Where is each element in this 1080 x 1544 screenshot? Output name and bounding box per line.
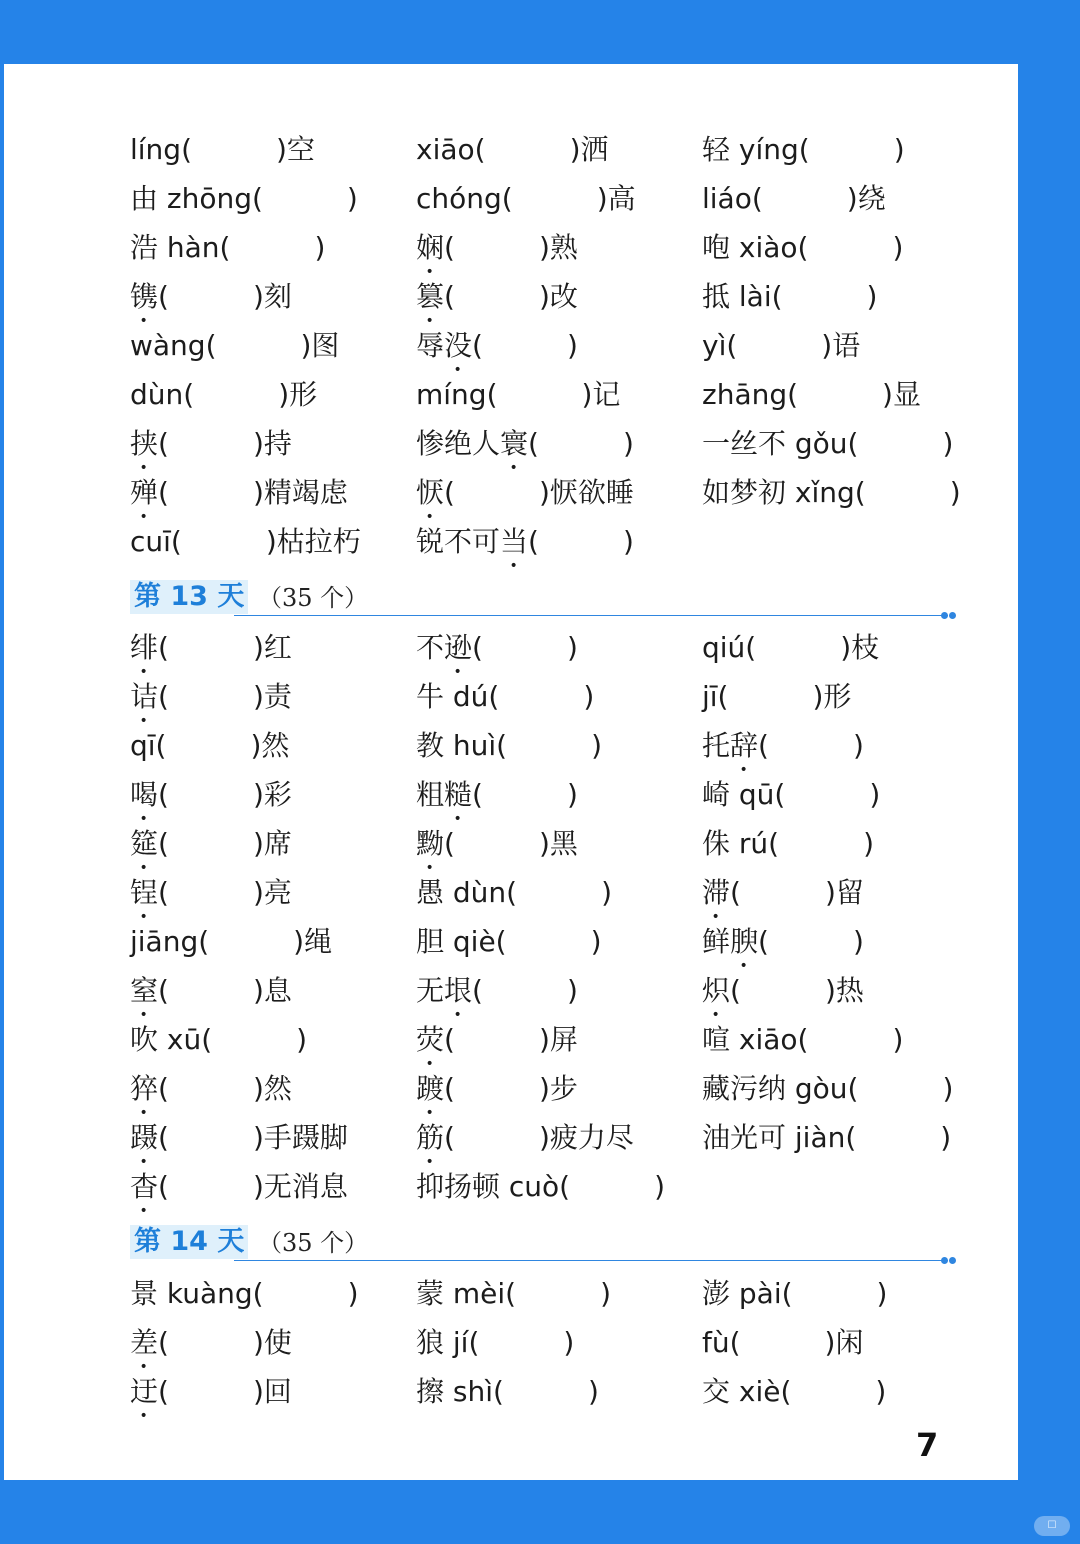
item: 蒙 mèi( )	[416, 1277, 612, 1310]
item: yì( )语	[702, 329, 861, 362]
item: 侏 rú( )	[702, 827, 875, 860]
item: líng( )空	[130, 133, 315, 166]
day-13-header	[130, 580, 956, 620]
item: 镌( )刻	[130, 280, 292, 313]
item: 狼 jí( )	[416, 1326, 575, 1359]
dot-icon	[949, 612, 956, 619]
item: qī( )然	[130, 729, 290, 762]
item: zhāng( )显	[702, 378, 921, 411]
item: 崎 qū( )	[702, 778, 881, 811]
item: 黝( )黑	[416, 827, 578, 860]
divider	[234, 1260, 948, 1261]
dot-icon	[941, 1257, 948, 1264]
item: 吹 xū( )	[130, 1023, 308, 1056]
item: 筵( )席	[130, 827, 292, 860]
item: 筋( )疲力尽	[416, 1121, 634, 1154]
item: 无垠( )	[416, 974, 578, 1007]
item: 殚( )精竭虑	[130, 476, 348, 509]
item: dùn( )形	[130, 378, 318, 411]
divider	[234, 615, 948, 616]
item: 诘( )责	[130, 680, 292, 713]
day-14-header	[130, 1225, 956, 1265]
item: jī( )形	[702, 680, 852, 713]
item: 杳( )无消息	[130, 1170, 348, 1203]
item: 差( )使	[130, 1326, 292, 1359]
item: qiú( )枝	[702, 631, 880, 664]
item: 娴( )熟	[416, 231, 578, 264]
item: 澎 pài( )	[702, 1277, 888, 1310]
item: chóng( )高	[416, 182, 636, 215]
item: 教 huì( )	[416, 729, 603, 762]
dot-icon	[949, 1257, 956, 1264]
item: 惨绝人寰( )	[416, 427, 634, 460]
item: 景 kuàng( )	[130, 1277, 359, 1310]
dot-icon	[941, 612, 948, 619]
item: 不逊( )	[416, 631, 578, 664]
item: 抵 lài( )	[702, 280, 878, 313]
item: 挟( )持	[130, 427, 292, 460]
page-number: 7	[916, 1426, 939, 1464]
day-label: 第 14 天	[130, 1225, 248, 1259]
item: 油光可 jiàn( )	[702, 1121, 952, 1154]
item: 辱没( )	[416, 329, 578, 362]
item: 轻 yíng( )	[702, 133, 905, 166]
item: 藏污纳 gòu( )	[702, 1072, 954, 1105]
item: 炽( )热	[702, 974, 864, 1007]
item: 蹑( )手蹑脚	[130, 1121, 348, 1154]
item: jiāng( )绳	[130, 925, 333, 958]
item: 擦 shì( )	[416, 1375, 599, 1408]
item: 喝( )彩	[130, 778, 292, 811]
item: 交 xiè( )	[702, 1375, 887, 1408]
day-count: （35 个）	[258, 584, 369, 612]
item: 浩 hàn( )	[130, 231, 326, 264]
item: 粗糙( )	[416, 778, 578, 811]
item: 咆 xiào( )	[702, 231, 904, 264]
item: 绯( )红	[130, 631, 292, 664]
item: xiāo( )洒	[416, 133, 609, 166]
item: 恹( )恹欲睡	[416, 476, 634, 509]
item: 由 zhōng( )	[130, 182, 358, 215]
item: 滞( )留	[702, 876, 864, 909]
item: míng( )记	[416, 378, 621, 411]
day-label: 第 13 天	[130, 580, 248, 614]
item: 如梦初 xǐng( )	[702, 476, 961, 509]
item: 牛 dú( )	[416, 680, 595, 713]
item: 篡( )改	[416, 280, 578, 313]
item: 踱( )步	[416, 1072, 578, 1105]
item: liáo( )绕	[702, 182, 886, 215]
day-count: （35 个）	[258, 1229, 369, 1257]
item: 猝( )然	[130, 1072, 292, 1105]
item: 一丝不 gǒu( )	[702, 427, 954, 460]
item: 托辞( )	[702, 729, 864, 762]
item: cuī( )枯拉朽	[130, 525, 361, 558]
item: 荧( )屏	[416, 1023, 578, 1056]
watermark-logo: ☐	[1034, 1516, 1070, 1536]
item: 喧 xiāo( )	[702, 1023, 904, 1056]
item: 鲜腴( )	[702, 925, 864, 958]
worksheet-page	[4, 64, 1018, 1480]
item: wàng( )图	[130, 329, 340, 362]
item: 愚 dùn( )	[416, 876, 613, 909]
item: 窒( )息	[130, 974, 292, 1007]
item: 锃( )亮	[130, 876, 292, 909]
item: 锐不可当( )	[416, 525, 634, 558]
item: 迂( )回	[130, 1375, 292, 1408]
item: fù( )闲	[702, 1326, 864, 1359]
item: 胆 qiè( )	[416, 925, 602, 958]
item: 抑扬顿 cuò( )	[416, 1170, 666, 1203]
